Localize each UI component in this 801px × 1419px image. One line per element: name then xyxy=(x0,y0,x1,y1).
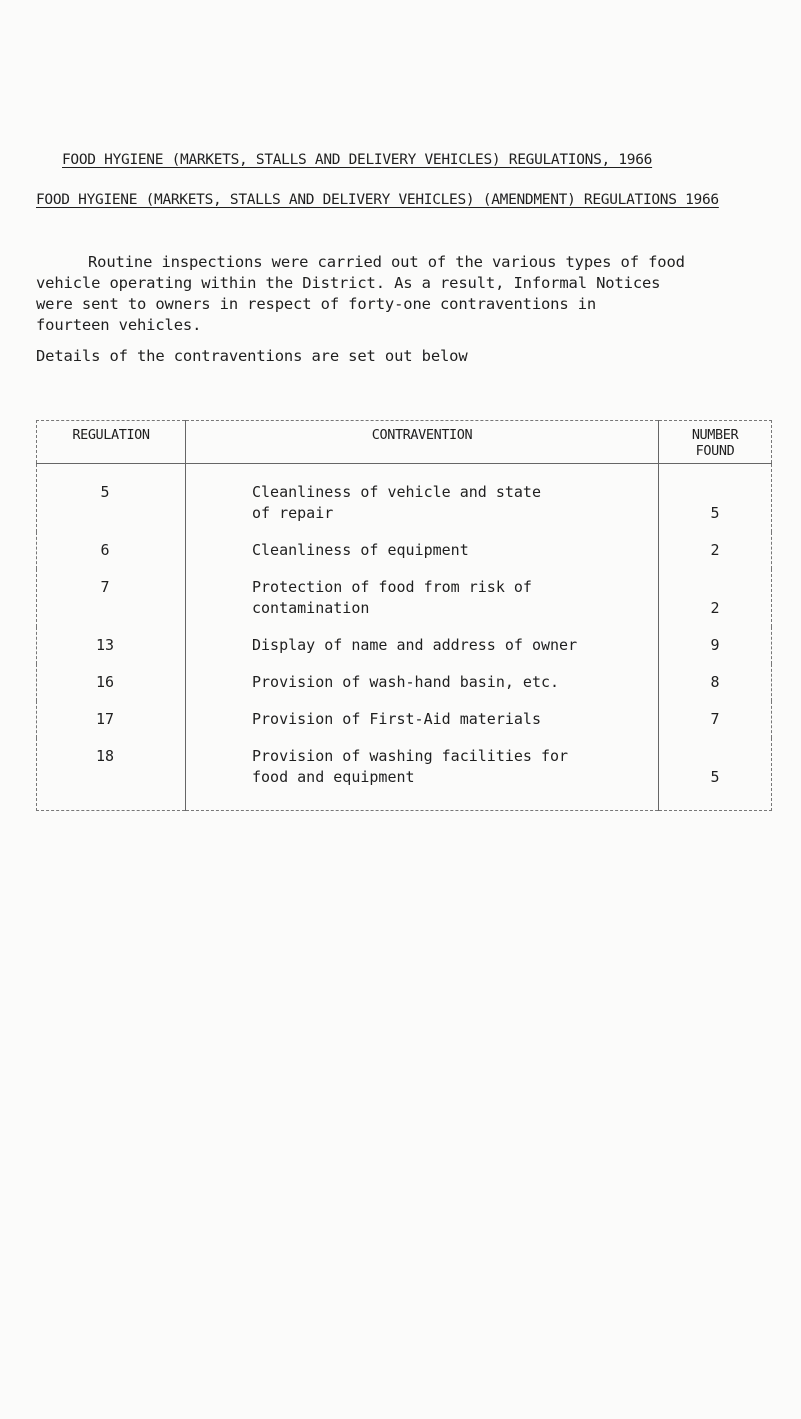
contravention-line: Provision of First-Aid materials xyxy=(252,710,541,728)
details-line: Details of the contraventions are set out below xyxy=(36,347,468,365)
table-row xyxy=(37,464,772,533)
intro-line: fourteen vehicles. xyxy=(36,316,202,334)
header-found-label: FOUND xyxy=(695,443,735,459)
number-cell xyxy=(659,738,772,811)
regulation-number: 7 xyxy=(100,578,110,596)
contravention-line: Provision of washing facilities for xyxy=(252,747,569,765)
number-found: 9 xyxy=(710,636,720,654)
regulation-cell xyxy=(37,738,186,811)
header-number-found xyxy=(659,421,772,464)
page-title: FOOD HYGIENE (MARKETS, STALLS AND DELIVERY VEHICLES) REGULATIONS, 1966 xyxy=(62,152,653,168)
contravention-cell xyxy=(186,627,659,664)
number-found: 7 xyxy=(710,710,720,728)
number-cell xyxy=(659,464,772,533)
regulation-cell xyxy=(37,627,186,664)
header-number-label: NUMBER xyxy=(691,427,739,443)
intro-line: were sent to owners in respect of forty-one contraventions in xyxy=(36,295,597,313)
table-row xyxy=(37,532,772,569)
number-found: 2 xyxy=(710,541,720,559)
table-row xyxy=(37,701,772,738)
regulation-number: 13 xyxy=(95,636,115,654)
contravention-line: of repair xyxy=(252,504,334,522)
header-contravention: CONTRAVENTION xyxy=(186,421,659,464)
regulation-cell xyxy=(37,701,186,738)
table-row xyxy=(37,664,772,701)
table-row xyxy=(37,738,772,811)
number-found: 8 xyxy=(710,673,720,691)
table-row xyxy=(37,569,772,627)
contravention-cell xyxy=(186,701,659,738)
regulation-cell xyxy=(37,664,186,701)
number-cell xyxy=(659,569,772,627)
number-found: 5 xyxy=(710,768,720,786)
number-cell xyxy=(659,664,772,701)
header-regulation: REGULATION xyxy=(37,421,186,464)
number-cell xyxy=(659,627,772,664)
number-found: 5 xyxy=(710,504,720,522)
contravention-line: Display of name and address of owner xyxy=(252,636,578,654)
table-row xyxy=(37,627,772,664)
number-cell xyxy=(659,532,772,569)
contravention-cell xyxy=(186,569,659,627)
contravention-cell xyxy=(186,532,659,569)
regulation-cell xyxy=(37,569,186,627)
contravention-line: contamination xyxy=(252,599,370,617)
number-cell xyxy=(659,701,772,738)
intro-line: Routine inspections were carried out of the various types of food xyxy=(88,253,685,271)
contraventions-table xyxy=(36,420,772,811)
regulation-cell xyxy=(37,532,186,569)
intro-paragraph xyxy=(36,252,756,336)
contravention-cell xyxy=(186,664,659,701)
contravention-line: Cleanliness of vehicle and state xyxy=(252,483,541,501)
regulation-number: 16 xyxy=(95,673,115,691)
regulation-number: 17 xyxy=(95,710,115,728)
contravention-cell xyxy=(186,464,659,533)
contravention-line: food and equipment xyxy=(252,768,415,786)
regulation-number: 5 xyxy=(100,483,110,501)
number-found: 2 xyxy=(710,599,720,617)
regulation-number: 6 xyxy=(100,541,110,559)
regulation-cell xyxy=(37,464,186,533)
contravention-cell xyxy=(186,738,659,811)
intro-line: vehicle operating within the District. As a result, Informal Notices xyxy=(36,274,661,292)
contravention-line: Provision of wash-hand basin, etc. xyxy=(252,673,560,691)
page-subtitle: FOOD HYGIENE (MARKETS, STALLS AND DELIVERY VEHICLES) (AMENDMENT) REGULATIONS 1966 xyxy=(36,192,719,208)
regulation-number: 18 xyxy=(95,747,115,765)
contravention-line: Protection of food from risk of xyxy=(252,578,532,596)
contravention-line: Cleanliness of equipment xyxy=(252,541,469,559)
table-header-row xyxy=(37,421,772,464)
